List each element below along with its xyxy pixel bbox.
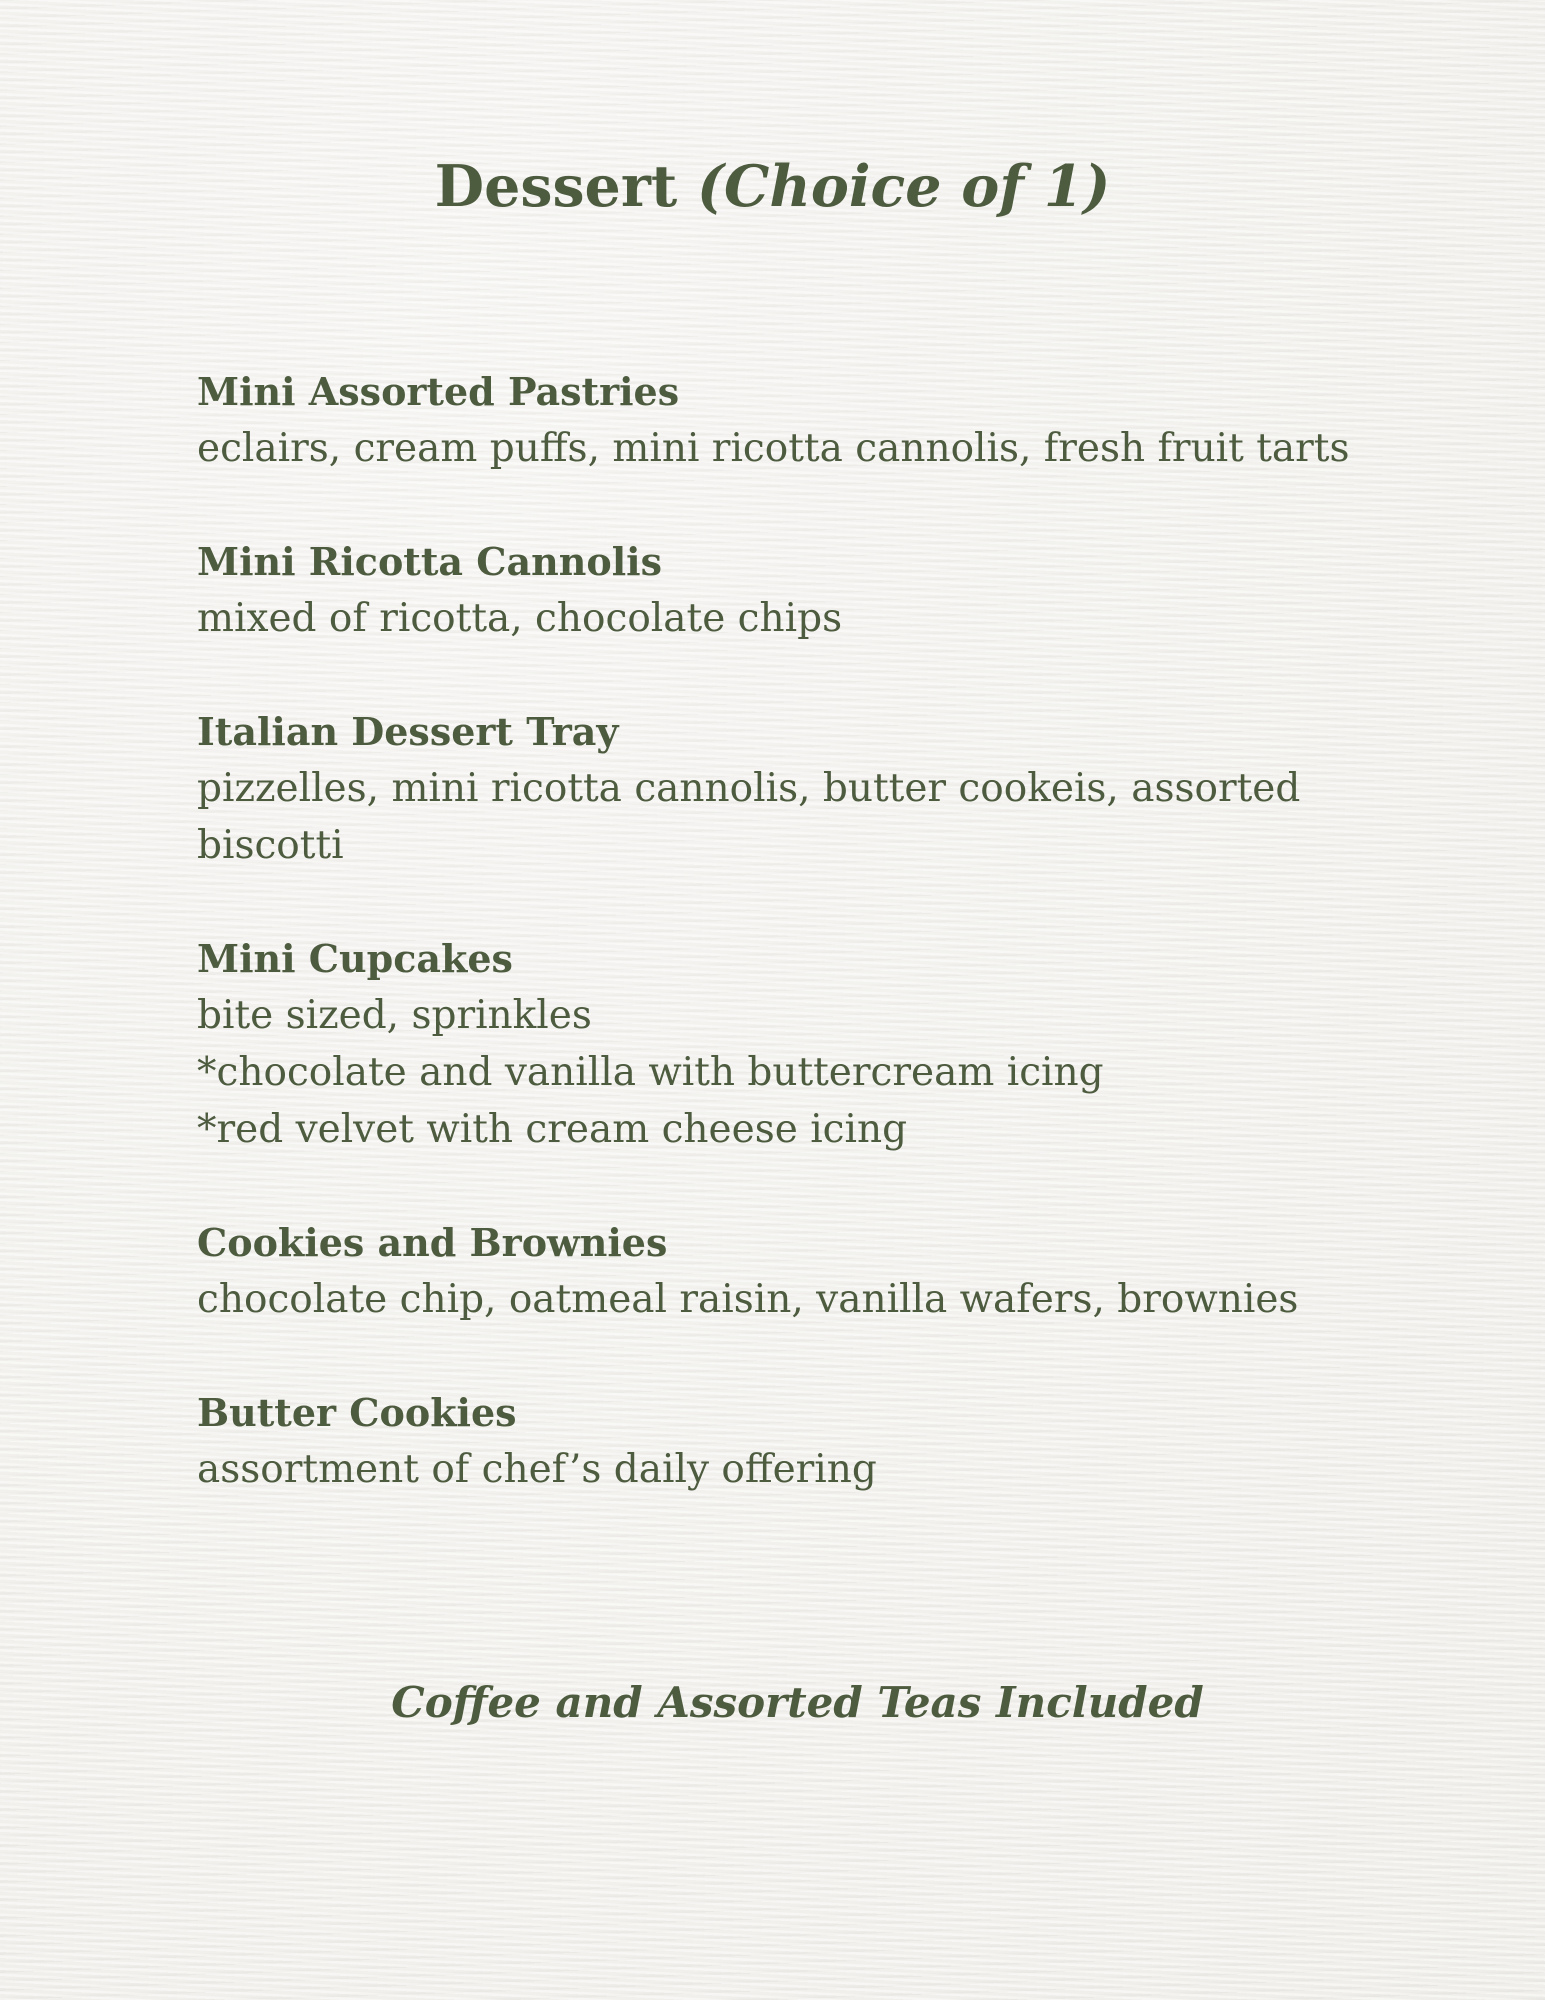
item-name: Mini Assorted Pastries	[197, 369, 680, 414]
item-name: Butter Cookies	[197, 1390, 517, 1435]
item-description: *red velvet with cream cheese icing	[197, 1107, 908, 1152]
title-subtitle: (Choice of 1)	[697, 153, 1111, 220]
item-name: Mini Ricotta Cannolis	[197, 539, 662, 584]
item-description: bite sized, sprinkles	[197, 993, 592, 1038]
menu-item	[197, 1214, 1397, 1328]
item-description: *chocolate and vanilla with buttercream icing	[197, 1050, 1104, 1095]
item-description: eclairs, cream puffs, mini ricotta cannolis, fresh fruit tarts	[197, 426, 1350, 471]
item-description: biscotti	[197, 823, 344, 868]
menu-item	[197, 930, 1397, 1158]
title-main: Dessert	[434, 153, 678, 220]
menu-item	[197, 1384, 1397, 1498]
page-title	[0, 148, 1545, 226]
menu-items	[197, 363, 1397, 1554]
item-description: chocolate chip, oatmeal raisin, vanilla wafers, brownies	[197, 1277, 1299, 1322]
menu-item	[197, 363, 1397, 477]
footer-note: Coffee and Assorted Teas Included	[391, 1678, 1204, 1727]
item-description: pizzelles, mini ricotta cannolis, butter cookeis, assorted	[197, 766, 1301, 811]
item-description: mixed of ricotta, chocolate chips	[197, 596, 843, 641]
menu-item	[197, 703, 1397, 874]
menu-item	[197, 533, 1397, 647]
item-description: assortment of chef’s daily offering	[197, 1447, 877, 1492]
item-name: Cookies and Brownies	[197, 1220, 668, 1265]
item-name: Mini Cupcakes	[197, 936, 513, 981]
item-name: Italian Dessert Tray	[197, 709, 619, 754]
